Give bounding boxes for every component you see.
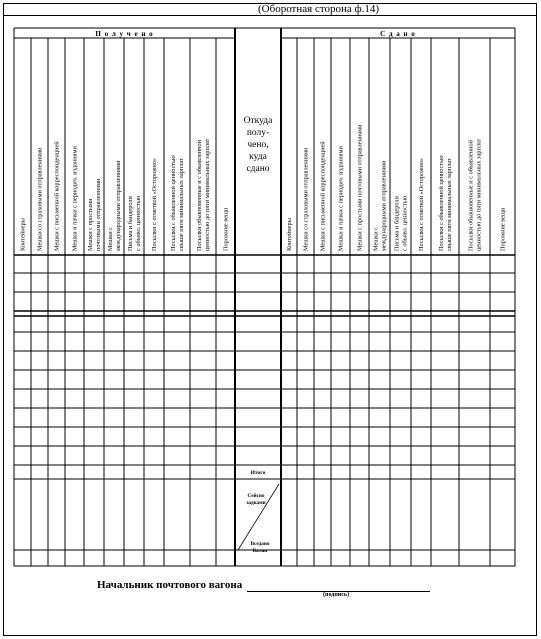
vsego-label: Балан: [252, 548, 268, 554]
received-col-header: почтовыми отправлениями: [95, 178, 102, 251]
itogo-label: Итого: [250, 470, 266, 476]
signature-note: (подпись): [323, 592, 350, 598]
received-col-header: Мешки с: [107, 227, 114, 251]
middle-header-line: полу-: [246, 128, 270, 138]
delivered-col-header: Посылки с отметкой «Осторожно»: [418, 157, 426, 251]
delivered-col-header: Мешки со страховыми отправлениями: [302, 147, 310, 251]
received-col-header: Посылки с объявленной ценностью: [170, 155, 177, 251]
delivered-col-header: Посылки обыкновенные и с объявленной: [467, 139, 475, 251]
received-col-header: с объявл. ценностью: [135, 195, 142, 251]
delivered-col-header: с объявл. ценностью: [401, 195, 409, 251]
delivered-col-header: Контейнеры: [286, 218, 294, 251]
sdelano-label: задками: [246, 500, 266, 506]
received-col-header: Мешки и пачки с периодич. изданиями: [71, 146, 79, 251]
delivered-col-header: Мешки с: [372, 227, 380, 251]
delivered-col-header: Мешки с письменной корреспонденцией: [319, 141, 327, 251]
delivered-col-header: международными отправлениями: [380, 160, 388, 251]
received-col-header: Контейнеры: [19, 218, 27, 251]
form-side-title: (Оборотная сторона ф.14): [258, 3, 380, 15]
received-col-header: Мешки с письменной корреспонденцией: [53, 141, 61, 251]
delivered-title: С д а н о: [380, 30, 416, 38]
received-title: П о л у ч е н о: [95, 30, 154, 38]
sdelano-label: Сейсно: [247, 493, 265, 499]
received-col-header: свыше пяти минимальных зарплат: [178, 158, 185, 251]
received-col-header: Посылки с отметкой «Осторожно»: [151, 157, 159, 251]
received-col-header: Мешки с простыми: [87, 198, 94, 251]
signature-label: Начальник почтового вагона: [97, 579, 243, 591]
middle-header-line: Откуда: [243, 116, 273, 126]
received-col-header: Порожние вещи: [222, 207, 230, 251]
received-col-header: Письма и бандероли: [127, 196, 134, 251]
delivered-col-header: Мешки с простыми почтовыми отправлениями: [356, 124, 364, 251]
middle-header-line: чено,: [247, 140, 269, 150]
delivered-col-header: Письма и бандероли: [393, 196, 401, 251]
delivered-col-header: Посылки с объявленной ценностью: [438, 155, 445, 251]
delivered-col-header: Мешки и пачки с периодич. изданиями: [337, 146, 345, 251]
received-col-header: международными отправлениями: [115, 160, 122, 251]
received-col-header: ценностью до пяти минимальных зарплат: [204, 138, 211, 251]
vsego-label: Вседано: [250, 541, 270, 547]
delivered-col-header: свыше пяти минимальных зарплат: [446, 158, 453, 251]
received-col-header: Мешки со страховыми отправлениями: [36, 147, 44, 251]
received-col-header: Посылки обыкновенные и с объявленной: [196, 139, 203, 251]
delivered-col-header: Порожние вещи: [499, 207, 507, 251]
middle-header-line: сдано: [246, 164, 270, 174]
middle-header-line: куда: [249, 152, 267, 162]
delivered-col-header: ценностью до пяти минимальных зарплат: [475, 138, 483, 251]
